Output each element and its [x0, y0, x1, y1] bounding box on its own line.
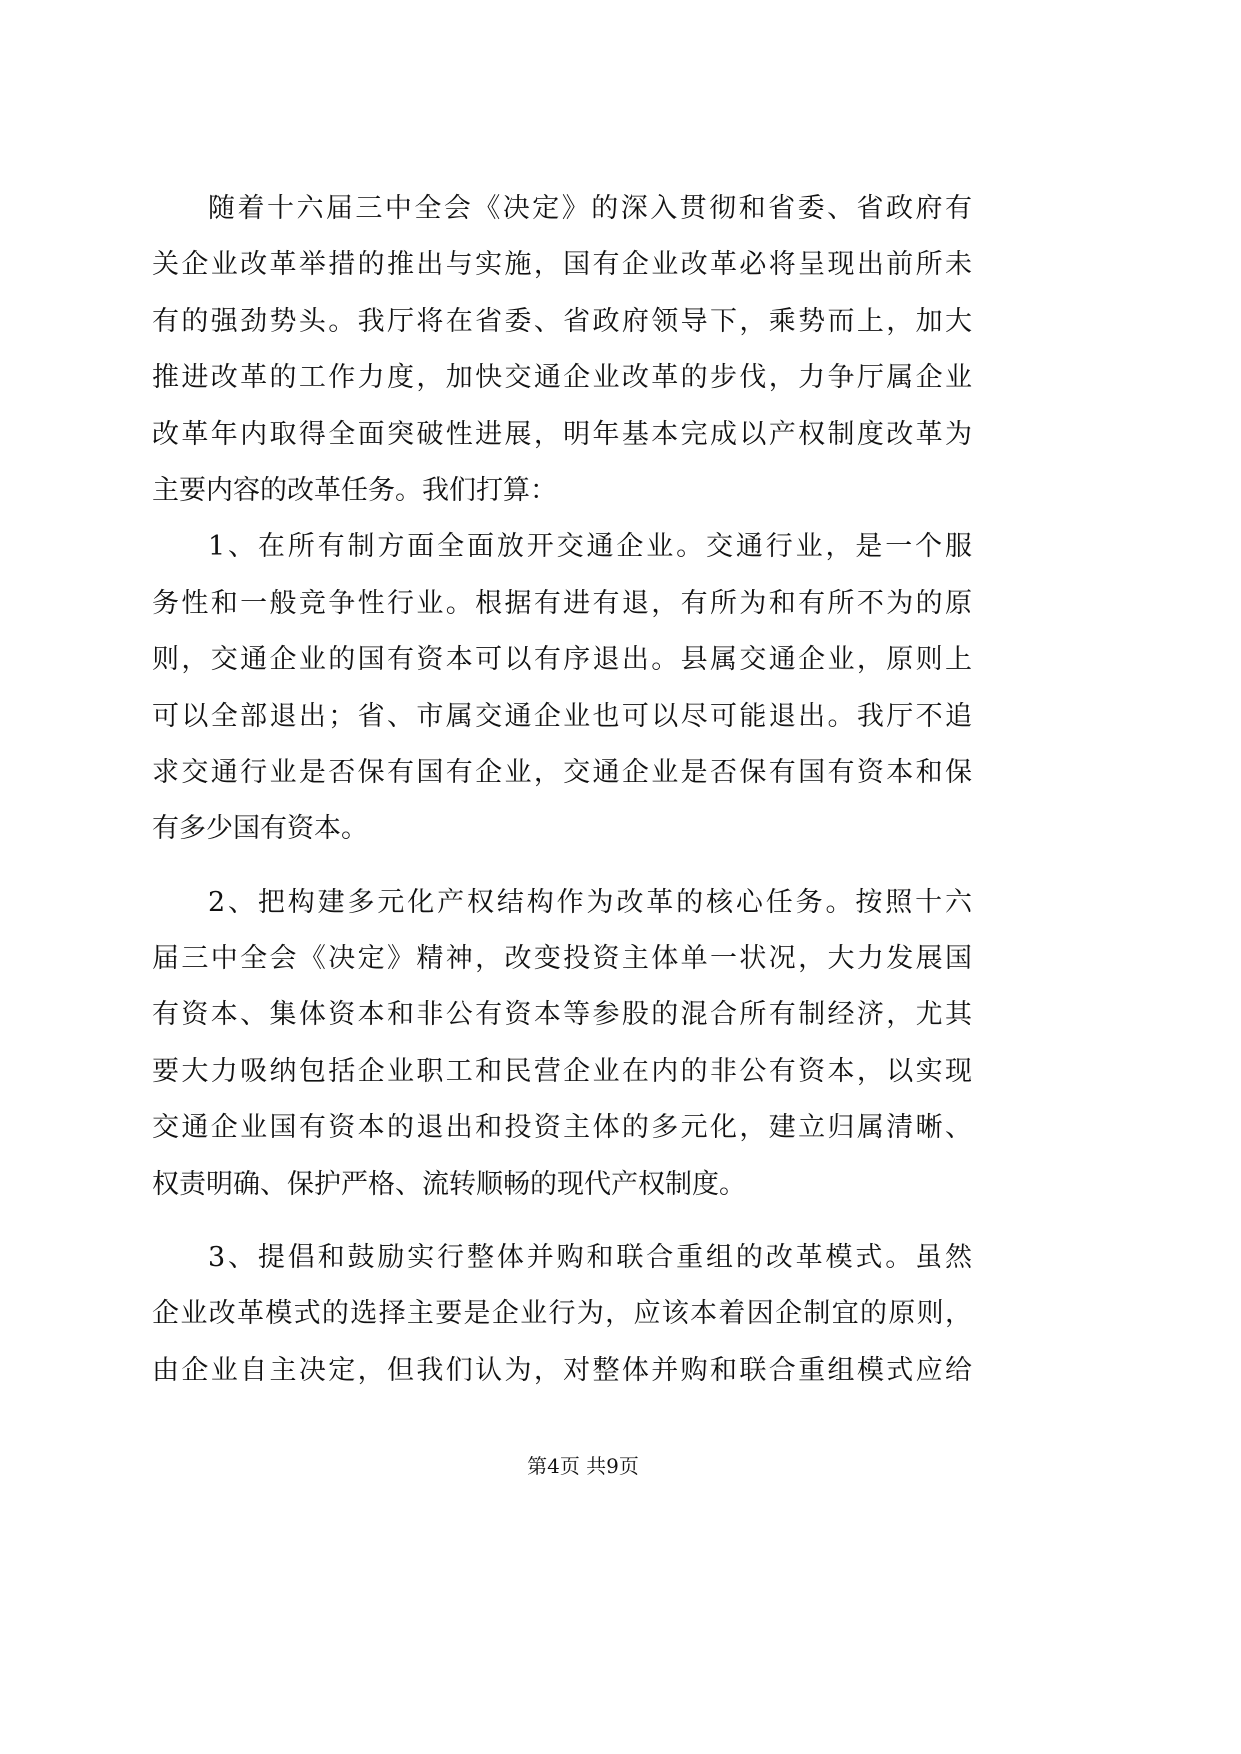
text-line: 求交通行业是否保有国有企业，交通企业是否保有国有资本和保 [152, 756, 972, 788]
text-line: 务性和一般竞争性行业。根据有进有退，有所为和有所不为的原 [152, 587, 972, 619]
paragraph-intro [152, 181, 972, 519]
text-line: 权责明确、保护严格、流转顺畅的现代产权制度。 [152, 1168, 746, 1200]
paragraph-item-2 [152, 875, 972, 1213]
text-line: 可以全部退出；省、市属交通企业也可以尽可能退出。我厅不追 [152, 700, 972, 732]
page-number-footer: 第4页 共9页 [527, 1454, 639, 1478]
text-line: 主要内容的改革任务。我们打算： [152, 474, 557, 506]
text-line: 1、在所有制方面全面放开交通企业。交通行业，是一个服 [208, 531, 972, 563]
text-line: 改革年内取得全面突破性进展，明年基本完成以产权制度改革为 [152, 418, 972, 450]
text-line: 关企业改革举措的推出与实施，国有企业改革必将呈现出前所未 [152, 249, 972, 281]
text-line: 推进改革的工作力度，加快交通企业改革的步伐，力争厅属企业 [152, 362, 972, 394]
paragraph-item-1 [152, 519, 972, 857]
text-line: 由企业自主决定，但我们认为，对整体并购和联合重组模式应给 [152, 1354, 972, 1386]
text-line: 要大力吸纳包括企业职工和民营企业在内的非公有资本，以实现 [152, 1055, 972, 1087]
text-line: 2、把构建多元化产权结构作为改革的核心任务。按照十六 [208, 886, 972, 918]
text-line: 有多少国有资本。 [152, 813, 368, 845]
text-line: 随着十六届三中全会《决定》的深入贯彻和省委、省政府有 [208, 193, 972, 224]
text-line: 有的强劲势头。我厅将在省委、省政府领导下，乘势而上，加大 [152, 305, 972, 337]
text-line: 有资本、集体资本和非公有资本等参股的混合所有制经济，尤其 [152, 999, 972, 1031]
text-line: 届三中全会《决定》精神，改变投资主体单一状况，大力发展国 [152, 943, 972, 975]
text-line: 企业改革模式的选择主要是企业行为，应该本着因企制宜的原则， [152, 1298, 972, 1330]
text-line: 则，交通企业的国有资本可以有序退出。县属交通企业，原则上 [152, 644, 972, 676]
document-body [152, 181, 972, 1399]
text-line: 交通企业国有资本的退出和投资主体的多元化，建立归属清晰、 [152, 1112, 972, 1144]
text-line: 3、提倡和鼓励实行整体并购和联合重组的改革模式。虽然 [208, 1242, 972, 1274]
paragraph-item-3 [152, 1230, 972, 1399]
